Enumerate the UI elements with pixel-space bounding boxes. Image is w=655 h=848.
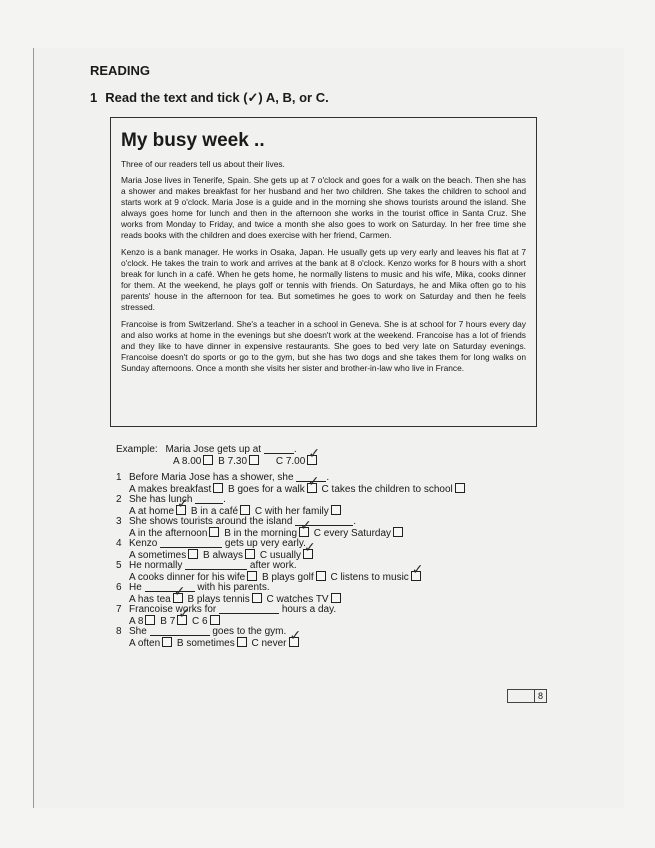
checkbox[interactable] — [209, 527, 219, 537]
option-label: A makes breakfast — [129, 484, 212, 495]
instruction-text: Read the text and tick (✓) A, B, or C. — [105, 90, 329, 105]
score-empty-cell — [508, 690, 535, 702]
question-stem — [116, 472, 467, 483]
checkbox-checked[interactable] — [289, 637, 299, 647]
checkbox-checked[interactable] — [177, 615, 187, 625]
example-options — [116, 455, 467, 466]
question-text: He normally — [129, 560, 183, 571]
reading-text-box — [110, 117, 537, 427]
example-stem: Example: Maria Jose gets up at . — [116, 444, 297, 455]
question-number: 4 — [116, 538, 122, 549]
option-label: B always — [203, 550, 244, 561]
checkbox[interactable] — [203, 455, 213, 465]
checkbox[interactable] — [188, 549, 198, 559]
instruction-number: 1 — [90, 90, 98, 105]
question-text: Before Maria Jose has a shower, she — [129, 472, 294, 483]
paragraph-kenzo: Kenzo is a bank manager. He works in Osaka, Japan. He usually gets up very early and leaves his flat at 7 o'clock. He takes the train to work and arrives at the bank at 8 o'clock. Kenzo works for 8 hours with a short break for lunch in a café. When he gets home, he normally listens to music and his wife, Mika, cooks dinner for them. At the weekend, he plays golf or tennis with friends. On Saturdays, he and Mika often go to his parents' house in the afternoon for tea. But sometimes he goes to work on Saturday and then he feels stressed. — [121, 247, 526, 312]
section-title: READING — [90, 63, 150, 78]
question-text-end: goes to the gym. — [212, 626, 287, 637]
score-total: 8 — [537, 691, 543, 701]
question-stem — [116, 538, 467, 549]
question-stem — [116, 516, 467, 527]
option-label: B 7 — [160, 616, 176, 627]
paragraph-francoise: Francoise is from Switzerland. She's a teacher in a school in Geneva. She is at school for 7 hours every day and also works at home in the evenings but she doesn't work at the weekend. Francoise has a lot of friends and they like to have dinner in expensive restaurants. She goes to bed very late on Saturday evenings. Francoise doesn't do sports or go to the gym, but she has two dogs and she takes them for long walks on Sunday afternoons. Once a month she visits her sister and brother-in-law who live in France. — [121, 319, 526, 373]
question-stem — [116, 494, 467, 505]
checkbox-checked[interactable] — [299, 527, 309, 537]
question-options — [116, 483, 467, 494]
question-text: She shows tourists around the island — [129, 516, 293, 527]
checkbox-checked[interactable] — [411, 571, 421, 581]
question-number: 2 — [116, 494, 122, 505]
option-label: C 6 — [192, 616, 208, 627]
option-label: B plays tennis — [187, 594, 250, 605]
question-number: 6 — [116, 582, 122, 593]
question-text-end: with his parents. — [197, 582, 270, 593]
checkbox-checked[interactable] — [307, 483, 317, 493]
question-options — [116, 571, 467, 582]
checkbox[interactable] — [145, 615, 155, 625]
option-label: C with her family — [254, 506, 329, 517]
option-label: C every Saturday — [313, 528, 392, 539]
option-label: B sometimes — [176, 638, 235, 649]
checkbox[interactable] — [237, 637, 247, 647]
answer-blank — [150, 626, 210, 636]
option-label: C usually — [259, 550, 301, 561]
checkbox-checked[interactable] — [173, 593, 183, 603]
checkbox[interactable] — [162, 637, 172, 647]
question-options — [116, 593, 467, 604]
option-label: C listens to music — [330, 572, 409, 583]
checkbox[interactable] — [316, 571, 326, 581]
example-text: Maria Jose gets up at — [165, 444, 262, 455]
answer-blank — [195, 494, 223, 504]
question-text-end: after work. — [249, 560, 297, 571]
option-label: B goes for a walk — [228, 484, 305, 495]
option-label: A cooks dinner for his wife — [129, 572, 246, 583]
question-text: Kenzo — [129, 538, 158, 549]
answer-blank — [145, 582, 195, 592]
checkbox[interactable] — [245, 549, 255, 559]
checkbox[interactable] — [210, 615, 220, 625]
instruction — [90, 90, 329, 106]
checkbox[interactable] — [213, 483, 223, 493]
checkbox-checked[interactable] — [307, 455, 317, 465]
checkbox[interactable] — [393, 527, 403, 537]
question-options — [116, 505, 467, 516]
option-label: C 7.00 — [275, 456, 306, 467]
option-label: B in a café — [190, 506, 239, 517]
example-label: Example: — [116, 444, 158, 455]
article-intro: Three of our readers tell us about their lives. — [121, 159, 285, 169]
question-text-end: . — [353, 516, 356, 527]
question-number: 7 — [116, 604, 122, 615]
article-title: My busy week .. — [121, 130, 265, 151]
checkbox-checked[interactable] — [176, 505, 186, 515]
option-label: A 8.00 — [173, 456, 202, 467]
question-text: He — [129, 582, 142, 593]
checkbox[interactable] — [331, 505, 341, 515]
checkbox[interactable] — [455, 483, 465, 493]
answer-blank — [185, 560, 247, 570]
checkbox[interactable] — [240, 505, 250, 515]
question-stem — [116, 604, 467, 615]
question-number: 8 — [116, 626, 122, 637]
answer-blank — [264, 444, 294, 454]
question-text: Francoise works for — [129, 604, 217, 615]
checkbox[interactable] — [252, 593, 262, 603]
question-text-end: gets up very early. — [224, 538, 306, 549]
question-options — [116, 637, 467, 648]
checkbox[interactable] — [249, 455, 259, 465]
option-label: B plays golf — [261, 572, 314, 583]
question-number: 1 — [116, 472, 122, 483]
option-label: C never — [251, 638, 287, 649]
score-box — [507, 689, 547, 703]
option-label: A sometimes — [129, 550, 187, 561]
question-options — [116, 527, 467, 538]
answer-blank — [160, 538, 222, 548]
question-text-end: hours a day. — [281, 604, 337, 615]
option-label: C takes the children to school — [321, 484, 453, 495]
question-text: She has lunch — [129, 494, 193, 505]
option-label: A has tea — [129, 594, 171, 605]
question-list — [116, 444, 467, 648]
option-label: C watches TV — [266, 594, 329, 605]
option-label: B in the morning — [224, 528, 298, 539]
checkbox[interactable] — [331, 593, 341, 603]
paragraph-maria-jose: Maria Jose lives in Tenerife, Spain. She gets up at 7 o'clock and goes for a walk on the beach. Then she has a shower and makes breakfast for her husband and her two children. She takes the children to school and starts work at 9 o'clock. Maria Jose is a guide and in the morning she shows tourists around the island. She always goes home for lunch and then in the afternoon she works in the tourist office in Santa Cruz. She works from Monday to Friday, and twice a month she also goes to work on Saturday. In her free time she reads books with the children and does exercise with her friend, Carmen. — [121, 175, 526, 240]
option-label: A 8 — [129, 616, 144, 627]
option-label: A in the afternoon — [129, 528, 208, 539]
answer-blank — [219, 604, 279, 614]
option-label: A often — [129, 638, 161, 649]
option-label: A at home — [129, 506, 175, 517]
question-number: 3 — [116, 516, 122, 527]
question-options — [116, 549, 467, 560]
question-stem — [116, 582, 467, 593]
checkbox-checked[interactable] — [303, 549, 313, 559]
option-label: B 7.30 — [218, 456, 248, 467]
question-options — [116, 615, 467, 626]
question-text: She — [129, 626, 147, 637]
question-text-end: . — [223, 494, 226, 505]
checkbox[interactable] — [247, 571, 257, 581]
question-text-end: . — [326, 472, 330, 483]
question-number: 5 — [116, 560, 122, 571]
